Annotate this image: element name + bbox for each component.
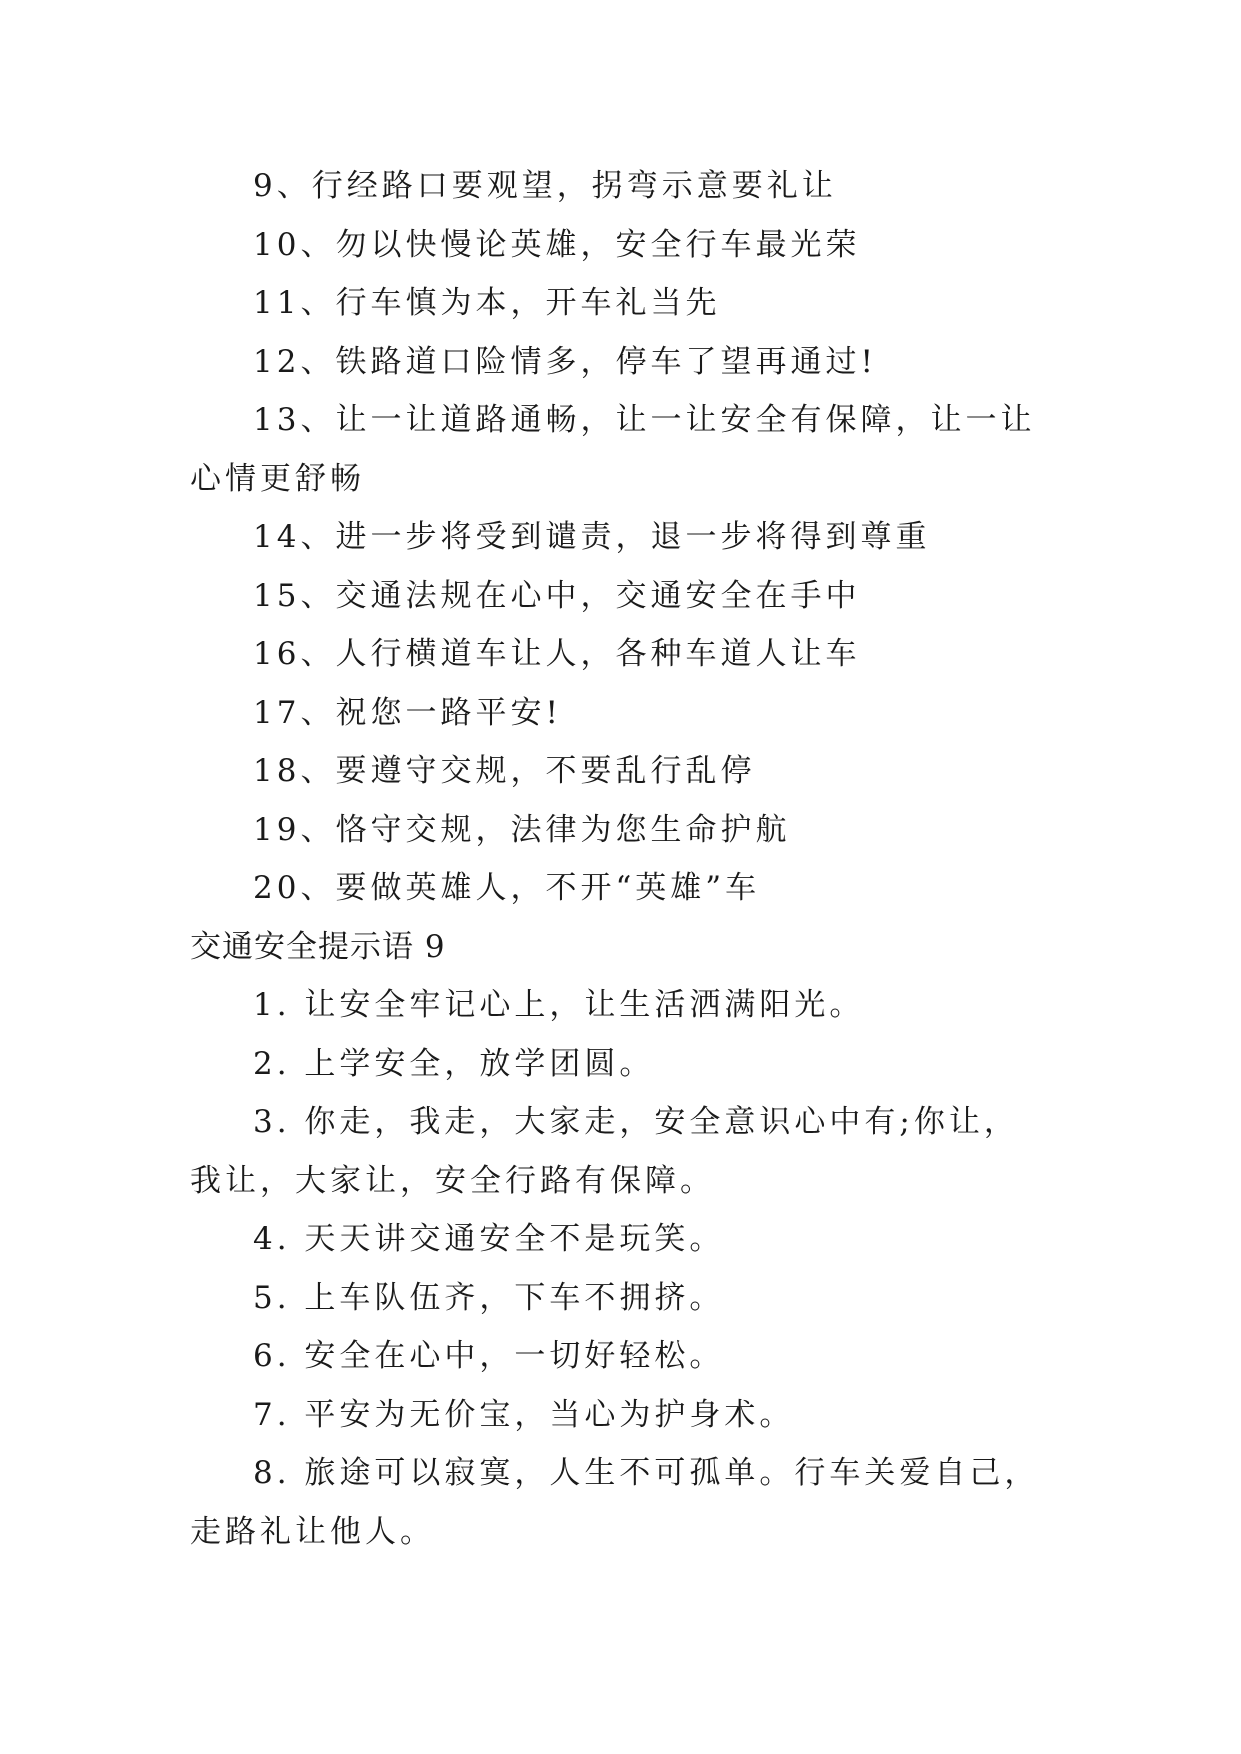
slogan-item: 14、进一步将受到谴责，退一步将得到尊重 [253, 519, 931, 555]
slogan-item: 19、恪守交规，法律为您生命护航 [253, 811, 791, 848]
slogan-item: 10、勿以快慢论英雄，安全行车最光荣 [253, 226, 861, 263]
tip-item: 4. 天天讲交通安全不是玩笑。 [253, 1221, 725, 1257]
slogan-item: 20、要做英雄人，不开“英雄”车 [253, 870, 761, 906]
slogan-item: 18、要遵守交规，不要乱行乱停 [253, 753, 756, 789]
tip-item: 2. 上学安全，放学团圆。 [253, 1045, 655, 1082]
tip-item: 8. 旅途可以寂寞，人生不可孤单。行车关爱自己，走路礼让他人。 [190, 1455, 1040, 1550]
slogan-item: 15、交通法规在心中，交通安全在手中 [253, 577, 861, 614]
slogan-item: 13、让一让道路通畅，让一让安全有保障，让一让心情更舒畅 [190, 402, 1036, 497]
tip-item: 5. 上车队伍齐，下车不拥挤。 [253, 1279, 725, 1316]
tip-item: 1. 让安全牢记心上，让生活洒满阳光。 [253, 987, 865, 1023]
section-heading: 交通安全提示语 9 [190, 928, 446, 965]
tip-item: 3. 你走，我走，大家走，安全意识心中有;你让，我让，大家让，安全行路有保障。 [190, 1104, 1019, 1199]
slogan-item: 12、铁路道口险情多，停车了望再通过! [253, 343, 877, 380]
slogan-item: 11、行车慎为本，开车礼当先 [253, 285, 721, 321]
tip-item: 6. 安全在心中，一切好轻松。 [253, 1338, 725, 1374]
slogan-item: 16、人行横道车让人，各种车道人让车 [253, 636, 861, 672]
document-body [190, 157, 1052, 1561]
tip-item: 7. 平安为无价宝，当心为护身术。 [253, 1396, 795, 1433]
slogan-item: 17、祝您一路平安! [253, 694, 562, 731]
slogan-item: 9、行经路口要观望，拐弯示意要礼让 [253, 168, 837, 204]
